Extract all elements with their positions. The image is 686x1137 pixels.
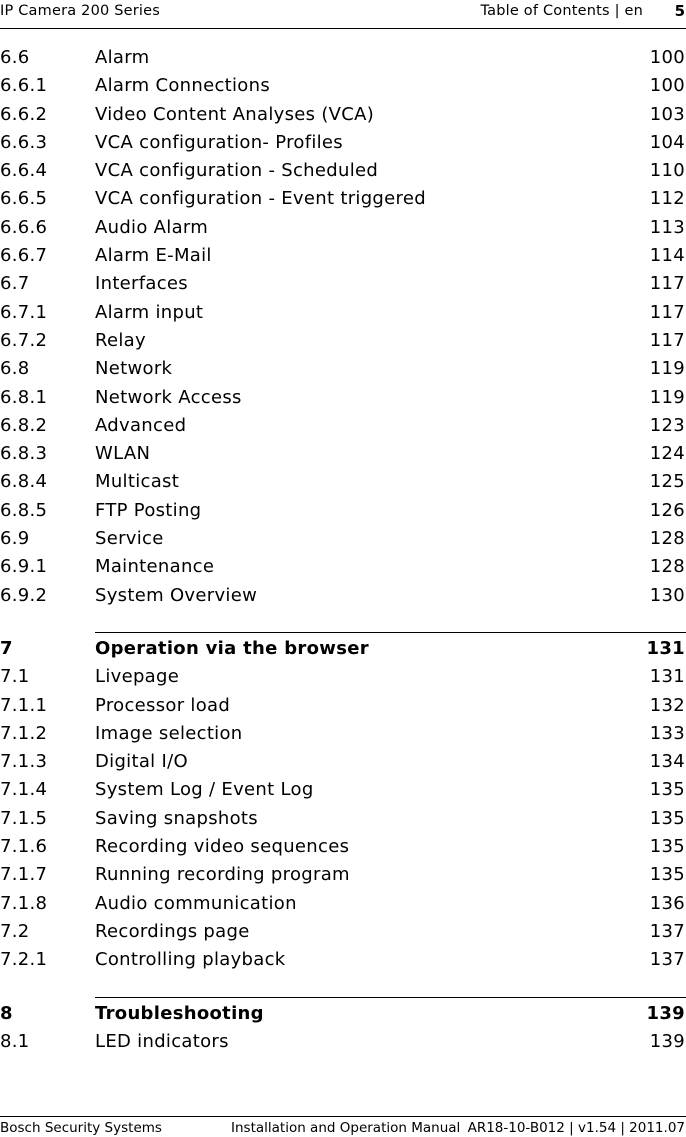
toc-entry-number: 7.1.1 bbox=[0, 694, 48, 716]
toc-entry[interactable] bbox=[0, 242, 686, 270]
toc-entry-page: 117 bbox=[649, 301, 685, 323]
toc-entry-title: Digital I/O bbox=[95, 751, 188, 773]
toc-entry-title: Image selection bbox=[95, 722, 243, 744]
toc-entry-page: 132 bbox=[649, 694, 685, 716]
toc-entry[interactable] bbox=[0, 890, 686, 918]
toc-entry-title: LED indicators bbox=[95, 1030, 229, 1052]
toc-entry-page: 124 bbox=[649, 443, 685, 465]
toc-entry[interactable] bbox=[0, 101, 686, 129]
toc-entry[interactable] bbox=[0, 525, 686, 553]
toc-entry-title: Maintenance bbox=[95, 556, 215, 578]
toc-entry-title: Running recording program bbox=[95, 864, 350, 886]
toc-entry-page: 139 bbox=[649, 1030, 685, 1052]
toc-entry-page: 137 bbox=[649, 920, 685, 942]
toc-entry[interactable] bbox=[0, 582, 686, 610]
toc-entry-page: 112 bbox=[649, 188, 685, 210]
toc-entry[interactable] bbox=[0, 129, 686, 157]
toc-entry[interactable] bbox=[0, 440, 686, 468]
toc-entry-page: 113 bbox=[649, 216, 685, 238]
toc-entry[interactable] bbox=[0, 553, 686, 581]
table-of-contents bbox=[0, 44, 686, 1056]
footer-company: Bosch Security Systems bbox=[0, 1120, 162, 1136]
toc-entry-title: VCA configuration- Profiles bbox=[95, 131, 343, 153]
toc-entry-title: Advanced bbox=[95, 414, 187, 436]
toc-entry-page: 135 bbox=[649, 779, 685, 801]
toc-entry-number: 6.8.2 bbox=[0, 414, 48, 436]
toc-entry[interactable] bbox=[0, 776, 686, 804]
toc-entry-page: 131 bbox=[649, 666, 685, 688]
toc-entry-title: Video Content Analyses (VCA) bbox=[95, 103, 375, 125]
toc-entry-page: 135 bbox=[649, 836, 685, 858]
toc-entry-title: WLAN bbox=[95, 443, 151, 465]
toc-entry-number: 7.2 bbox=[0, 920, 30, 942]
toc-entry[interactable] bbox=[0, 299, 686, 327]
toc-entry-number: 6.9 bbox=[0, 528, 30, 550]
toc-entry-title: Audio Alarm bbox=[95, 216, 209, 238]
page-header bbox=[0, 0, 686, 29]
toc-entry-title: Network bbox=[95, 358, 173, 380]
toc-entry-number: 7.1.2 bbox=[0, 722, 48, 744]
toc-entry-page: 139 bbox=[646, 1002, 685, 1024]
toc-entry-title: FTP Posting bbox=[95, 499, 202, 521]
toc-entry-title: Relay bbox=[95, 329, 146, 351]
toc-entry[interactable] bbox=[0, 185, 686, 213]
footer-document-id: AR18-10-B012 | v1.54 | 2011.07 bbox=[467, 1120, 685, 1136]
toc-entry-number: 8.1 bbox=[0, 1030, 30, 1052]
toc-entry-title: Processor load bbox=[95, 694, 231, 716]
page-footer bbox=[0, 1116, 686, 1137]
toc-entry-title: Alarm Connections bbox=[95, 75, 271, 97]
toc-entry-number: 6.9.1 bbox=[0, 556, 48, 578]
toc-entry-number: 7 bbox=[0, 637, 13, 659]
toc-entry-page: 114 bbox=[649, 245, 685, 267]
toc-entry-number: 6.6.3 bbox=[0, 131, 48, 153]
toc-entry-page: 123 bbox=[649, 414, 685, 436]
toc-entry-number: 6.7.2 bbox=[0, 329, 48, 351]
toc-entry-title: Recording video sequences bbox=[95, 836, 350, 858]
toc-entry-title: VCA configuration - Scheduled bbox=[95, 160, 379, 182]
toc-entry-title: Livepage bbox=[95, 666, 180, 688]
toc-chapter-entry[interactable] bbox=[0, 635, 686, 663]
toc-entry-page: 126 bbox=[649, 499, 685, 521]
header-product-title: IP Camera 200 Series bbox=[0, 3, 161, 19]
toc-entry-title: Operation via the browser bbox=[95, 637, 369, 659]
toc-entry-title: Network Access bbox=[95, 386, 242, 408]
footer-document-title: Installation and Operation Manual bbox=[231, 1120, 461, 1136]
toc-entry-number: 6.7.1 bbox=[0, 301, 48, 323]
toc-entry-page: 135 bbox=[649, 807, 685, 829]
toc-entry[interactable] bbox=[0, 1028, 686, 1056]
toc-entry-number: 8 bbox=[0, 1002, 13, 1024]
toc-entry[interactable] bbox=[0, 157, 686, 185]
toc-entry-page: 117 bbox=[649, 273, 685, 295]
toc-entry[interactable] bbox=[0, 497, 686, 525]
toc-entry-title: System Log / Event Log bbox=[95, 779, 314, 801]
toc-entry[interactable] bbox=[0, 412, 686, 440]
toc-entry-title: VCA configuration - Event triggered bbox=[95, 188, 426, 210]
toc-entry-page: 103 bbox=[649, 103, 685, 125]
toc-chapter-entry[interactable] bbox=[0, 1000, 686, 1028]
toc-entry-title: Service bbox=[95, 528, 164, 550]
toc-entry-page: 137 bbox=[649, 949, 685, 971]
toc-entry-page: 100 bbox=[649, 47, 685, 68]
toc-entry-page: 104 bbox=[649, 131, 685, 153]
toc-entry-number: 6.6 bbox=[0, 47, 30, 68]
toc-entry-page: 130 bbox=[649, 584, 685, 606]
toc-entry-number: 6.8.5 bbox=[0, 499, 48, 521]
toc-entry-number: 6.6.2 bbox=[0, 103, 48, 125]
toc-entry-title: Alarm bbox=[95, 47, 150, 68]
toc-entry-number: 7.1.3 bbox=[0, 751, 48, 773]
toc-entry-page: 131 bbox=[646, 637, 685, 659]
toc-entry[interactable] bbox=[0, 384, 686, 412]
toc-entry-title: Alarm E-Mail bbox=[95, 245, 212, 267]
toc-entry[interactable] bbox=[0, 748, 686, 776]
toc-entry-number: 7.1.6 bbox=[0, 836, 48, 858]
toc-entry-number: 6.8.4 bbox=[0, 471, 48, 493]
toc-entry-number: 7.1.5 bbox=[0, 807, 48, 829]
toc-entry[interactable] bbox=[0, 270, 686, 298]
toc-entry-number: 6.6.1 bbox=[0, 75, 48, 97]
toc-entry[interactable] bbox=[0, 72, 686, 100]
toc-entry-number: 7.1.7 bbox=[0, 864, 48, 886]
toc-entry-title: System Overview bbox=[95, 584, 258, 606]
toc-entry-title: Interfaces bbox=[95, 273, 188, 295]
toc-entry-page: 136 bbox=[649, 892, 685, 914]
toc-entry-page: 117 bbox=[649, 329, 685, 351]
toc-entry[interactable] bbox=[0, 861, 686, 889]
toc-entry[interactable] bbox=[0, 692, 686, 720]
toc-entry-title: Troubleshooting bbox=[95, 1002, 264, 1024]
toc-entry-number: 6.8.3 bbox=[0, 443, 48, 465]
toc-entry-number: 6.6.6 bbox=[0, 216, 48, 238]
toc-entry-number: 6.7 bbox=[0, 273, 30, 295]
toc-entry-number: 6.6.7 bbox=[0, 245, 48, 267]
toc-entry-page: 133 bbox=[649, 722, 685, 744]
toc-entry-page: 100 bbox=[649, 75, 685, 97]
toc-entry-title: Multicast bbox=[95, 471, 180, 493]
toc-entry-page: 125 bbox=[649, 471, 685, 493]
toc-entry[interactable] bbox=[0, 355, 686, 383]
toc-entry[interactable] bbox=[0, 327, 686, 355]
toc-entry-title: Controlling playback bbox=[95, 949, 286, 971]
toc-entry-number: 7.1 bbox=[0, 666, 30, 688]
toc-entry-number: 7.1.4 bbox=[0, 779, 48, 801]
header-section-label: Table of Contents | en bbox=[480, 3, 643, 19]
toc-entry-page: 110 bbox=[649, 160, 685, 182]
toc-entry-number: 6.6.5 bbox=[0, 188, 48, 210]
header-page-number: 5 bbox=[674, 2, 685, 20]
toc-entry-page: 134 bbox=[649, 751, 685, 773]
toc-entry-title: Audio communication bbox=[95, 892, 297, 914]
toc-entry[interactable] bbox=[0, 918, 686, 946]
toc-entry-number: 7.1.8 bbox=[0, 892, 48, 914]
toc-entry-title: Saving snapshots bbox=[95, 807, 258, 829]
toc-entry-page: 128 bbox=[649, 556, 685, 578]
toc-entry[interactable] bbox=[0, 946, 686, 974]
toc-entry-number: 6.9.2 bbox=[0, 584, 48, 606]
toc-entry-title: Alarm input bbox=[95, 301, 204, 323]
toc-entry-number: 7.2.1 bbox=[0, 949, 48, 971]
toc-entry-title: Recordings page bbox=[95, 920, 250, 942]
toc-entry[interactable] bbox=[0, 805, 686, 833]
toc-entry[interactable] bbox=[0, 468, 686, 496]
toc-entry-page: 119 bbox=[649, 358, 685, 380]
toc-entry-page: 119 bbox=[649, 386, 685, 408]
toc-entry[interactable] bbox=[0, 720, 686, 748]
toc-entry[interactable] bbox=[0, 44, 686, 72]
toc-entry-page: 135 bbox=[649, 864, 685, 886]
toc-entry[interactable] bbox=[0, 663, 686, 691]
toc-entry-number: 6.6.4 bbox=[0, 160, 48, 182]
toc-entry-page: 128 bbox=[649, 528, 685, 550]
toc-entry[interactable] bbox=[0, 214, 686, 242]
toc-entry[interactable] bbox=[0, 833, 686, 861]
toc-entry-number: 6.8 bbox=[0, 358, 30, 380]
toc-entry-number: 6.8.1 bbox=[0, 386, 48, 408]
